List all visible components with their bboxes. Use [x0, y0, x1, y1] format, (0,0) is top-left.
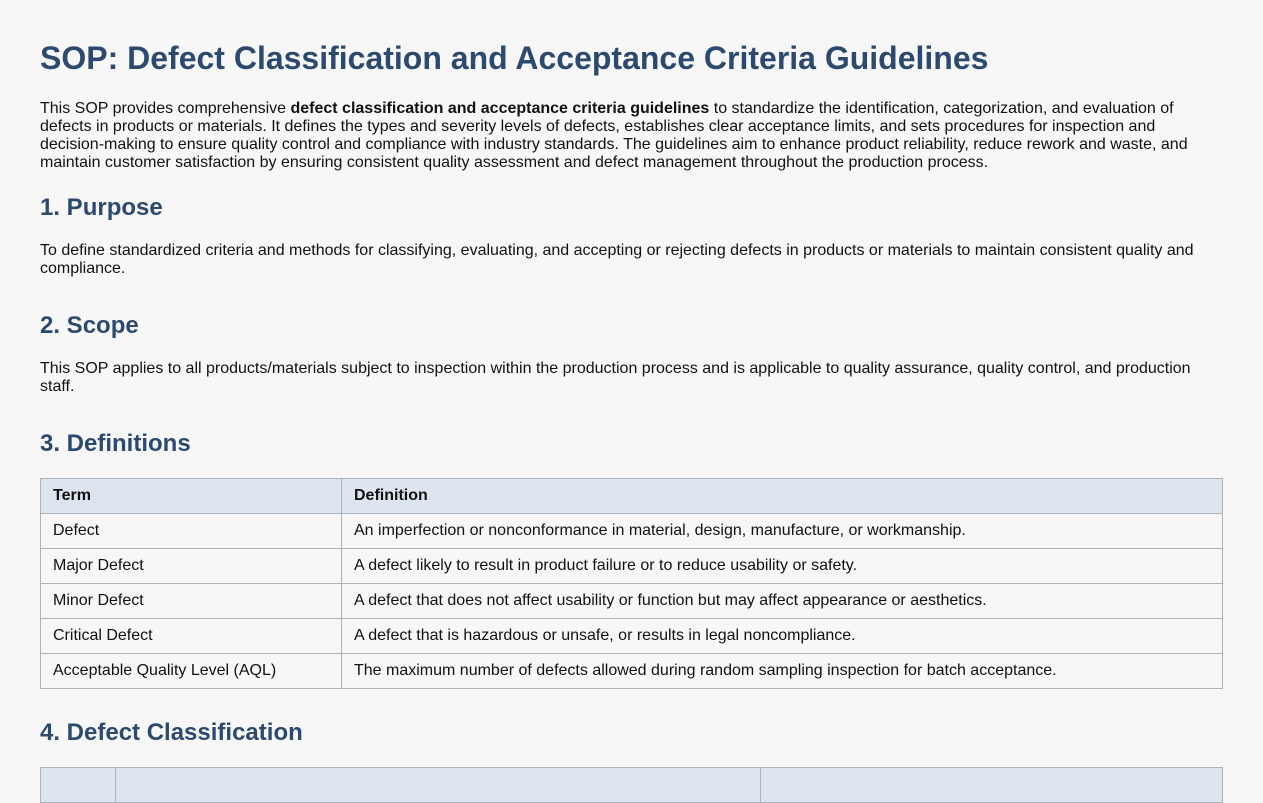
scope-heading: 2. Scope	[40, 312, 139, 339]
table-header-row	[41, 479, 1223, 514]
term-cell: Defect	[41, 514, 342, 549]
definition-cell: A defect that does not affect usability or function but may affect appearance or aesthetics.	[342, 584, 1223, 619]
intro-bold-text: defect classification and acceptance criteria guidelines	[290, 100, 710, 117]
table-row	[41, 619, 1223, 654]
classification-heading: 4. Defect Classification	[40, 719, 303, 746]
definitions-table	[40, 478, 1223, 689]
purpose-text: To define standardized criteria and methods for classifying, evaluating, and accepting or rejecting defects in products or materials to maintain consistent quality and compliance.	[40, 242, 1194, 277]
definition-cell: The maximum number of defects allowed during random sampling inspection for batch acceptance.	[342, 654, 1223, 689]
definition-cell: A defect that is hazardous or unsafe, or results in legal noncompliance.	[342, 619, 1223, 654]
intro-paragraph	[40, 100, 1223, 172]
intro-text-end: to standardize the identification, categorization, and evaluation of defects in products or materials. It defines the types and severity levels of defects, establishes clear acceptance limits, and sets procedures for inspection and decision-making to ensure quality control and compliance with industry standards. The guidelines aim to enhance product reliability, reduce rework and waste, and maintain customer satisfaction by ensuring consistent quality assessment and defect management throughout the production process.	[40, 100, 1188, 171]
term-cell: Acceptable Quality Level (AQL)	[41, 654, 342, 689]
classification-table	[40, 767, 1223, 803]
intro-text-start: This SOP provides comprehensive	[40, 100, 291, 117]
column-header	[761, 768, 1223, 803]
column-header-term: Term	[41, 479, 342, 514]
table-row	[41, 584, 1223, 619]
definition-cell: An imperfection or nonconformance in material, design, manufacture, or workmanship.	[342, 514, 1223, 549]
term-cell: Critical Defect	[41, 619, 342, 654]
table-header-row	[41, 768, 1223, 803]
column-header	[116, 768, 761, 803]
page-title: SOP: Defect Classification and Acceptance Criteria Guidelines	[40, 40, 989, 76]
purpose-heading: 1. Purpose	[40, 194, 163, 221]
scope-text: This SOP applies to all products/materials subject to inspection within the production process and is applicable to quality assurance, quality control, and production staff.	[40, 360, 1191, 395]
definition-cell: A defect likely to result in product failure or to reduce usability or safety.	[342, 549, 1223, 584]
table-row	[41, 654, 1223, 689]
definitions-heading: 3. Definitions	[40, 430, 191, 457]
column-header	[41, 768, 116, 803]
term-cell: Major Defect	[41, 549, 342, 584]
table-row	[41, 549, 1223, 584]
table-row	[41, 514, 1223, 549]
term-cell: Minor Defect	[41, 584, 342, 619]
column-header-definition: Definition	[342, 479, 1223, 514]
